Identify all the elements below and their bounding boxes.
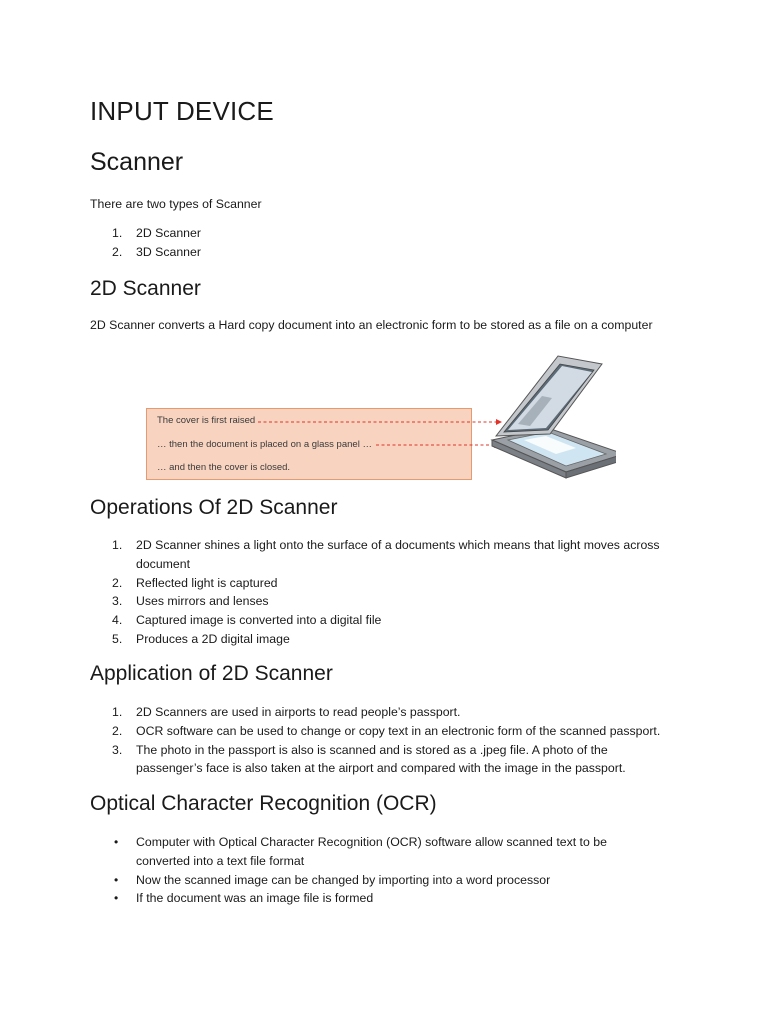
application-heading: Application of 2D Scanner	[90, 662, 333, 685]
step-3-text: … and then the cover is closed.	[157, 462, 291, 473]
list-item: 1. 2D Scanners are used in airports to read people’s passport.	[112, 705, 461, 719]
list-item: • Now the scanned image can be changed by importing into a word processor	[114, 872, 551, 887]
application-list	[90, 703, 690, 778]
step-2-text: … then the document is placed on a glass panel …	[157, 439, 372, 450]
ocr-list	[90, 833, 690, 908]
list-item: 2. 3D Scanner	[112, 244, 201, 259]
step-1-text: The cover is first raised	[157, 415, 256, 426]
ocr-heading: Optical Character Recognition (OCR)	[90, 792, 437, 815]
list-item: 2. Reflected light is captured	[112, 575, 278, 590]
scanner-illustration	[146, 350, 616, 482]
list-item: 2. OCR software can be used to change or copy text in an electronic form of the scanned passport.	[112, 723, 661, 738]
list-item: • Computer with Optical Character Recognition (OCR) software allow scanned text to be converted into a text file format	[114, 835, 607, 868]
arrow-head-1	[496, 419, 502, 425]
operations-heading: Operations Of 2D Scanner	[90, 496, 338, 519]
list-item: • If the document was an image file is formed	[114, 891, 374, 906]
scanner-heading: Scanner	[90, 148, 184, 176]
scanner-types-list	[90, 224, 690, 262]
list-item: 1. 2D Scanner	[112, 226, 201, 240]
leader-lines	[258, 422, 496, 445]
scanner-lid-icon	[496, 356, 602, 436]
list-item: 3. The photo in the passport is also is scanned and is stored as a .jpeg file. A photo of the passenger’s face is also taken at the airport and compared with the image in the passport.	[112, 742, 626, 776]
scanner2d-heading: 2D Scanner	[90, 277, 201, 300]
list-item: 3. Uses mirrors and lenses	[112, 594, 269, 609]
list-item: 4. Captured image is converted into a digital file	[112, 613, 382, 628]
scanner-figure	[146, 350, 616, 482]
page-title: INPUT DEVICE	[90, 96, 274, 126]
list-item: 1. 2D Scanner shines a light onto the surface of a documents which means that light moves across document	[112, 538, 660, 571]
list-item: 5. Produces a 2D digital image	[112, 631, 290, 646]
operations-list	[90, 536, 690, 649]
scanner-intro: There are two types of Scanner	[90, 197, 262, 211]
scanner2d-description: 2D Scanner converts a Hard copy document into an electronic form to be stored as a file on a computer	[90, 318, 653, 332]
